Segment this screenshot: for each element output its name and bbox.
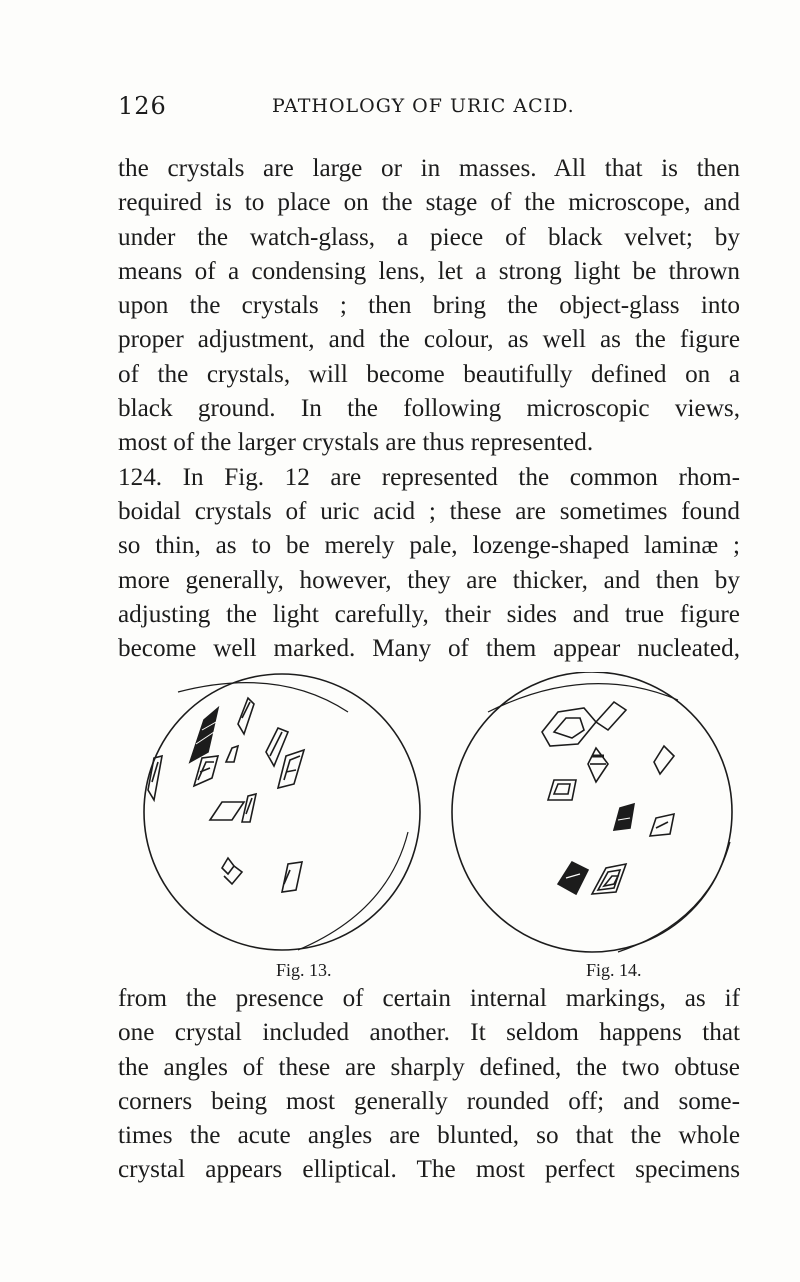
running-title: PATHOLOGY OF URIC ACID. [272,95,575,117]
paragraph-bottom [118,982,740,1188]
fig13-illustration [144,674,420,950]
text-line: corners being most generally rounded off; and some- [118,1087,740,1115]
figures-block [118,672,740,980]
text-line: under the watch-glass, a piece of black velvet; by [118,223,740,251]
page-number: 126 [118,92,167,120]
fig13-crystal [222,858,242,884]
text-line: adjusting the light carefully, their sides and true figure [118,600,740,628]
text-line: the crystals are large or in masses. All that is then [118,155,740,182]
fig13-crystal [190,708,218,762]
text-line: from the presence of certain internal markings, as if [118,985,740,1012]
fig13-field-circle [144,674,420,950]
fig13-crystal [242,794,256,822]
fig13-crystal [238,698,254,734]
text-line: crystal appears elliptical. The most perfect specimens [118,1156,740,1184]
text-line: boidal crystals of uric acid ; these are sometimes found [118,497,740,525]
text-line: times the acute angles are blunted, so that the whole [118,1122,740,1150]
text-line: required is to place on the stage of the microscope, and [118,189,740,217]
fig14-crystal [614,804,634,830]
text-line: more generally, however, they are thicker, and then by [118,566,740,594]
fig14-illustration [452,672,732,952]
fig14-crystal [588,748,608,782]
fig14-crystal [548,780,576,800]
fig13-crystal [148,756,162,800]
text-line: the angles of these are sharply defined, the two obtuse [118,1053,740,1081]
text-line: of the crystals, will become beautifully defined on a [118,360,740,388]
page-header [118,92,738,122]
fig14-crystal [654,746,674,774]
microscope-figures [118,672,740,962]
fig14-crystal [558,862,588,894]
text-line: means of a condensing lens, let a strong light be thrown [118,257,740,285]
text-line: become well marked. Many of them appear nucleated, [118,635,740,663]
text-line: proper adjustment, and the colour, as well as the figure [118,326,740,354]
text-line: so thin, as to be merely pale, lozenge-shaped laminæ ; [118,532,740,560]
text-line: one crystal included another. It seldom happens that [118,1019,740,1047]
fig13-crystal [226,746,238,762]
fig13-caption: Fig. 13. [276,960,332,980]
fig14-crystal [592,864,626,894]
fig14-crystal [650,814,674,836]
fig13-crystal [278,750,304,788]
fig13-crystal [282,862,302,892]
text-line: black ground. In the following microscopic views, [118,395,740,423]
fig14-crystal [542,702,626,746]
text-line: upon the crystals ; then bring the object-glass into [118,292,740,320]
fig13-crystal [210,802,244,820]
fig13-crystal [194,756,218,786]
paragraph-top [118,152,740,666]
fig14-caption: Fig. 14. [586,960,642,980]
text-line: most of the larger crystals are thus represented. [118,429,594,457]
text-line: 124. In Fig. 12 are represented the common rhom- [118,463,740,491]
